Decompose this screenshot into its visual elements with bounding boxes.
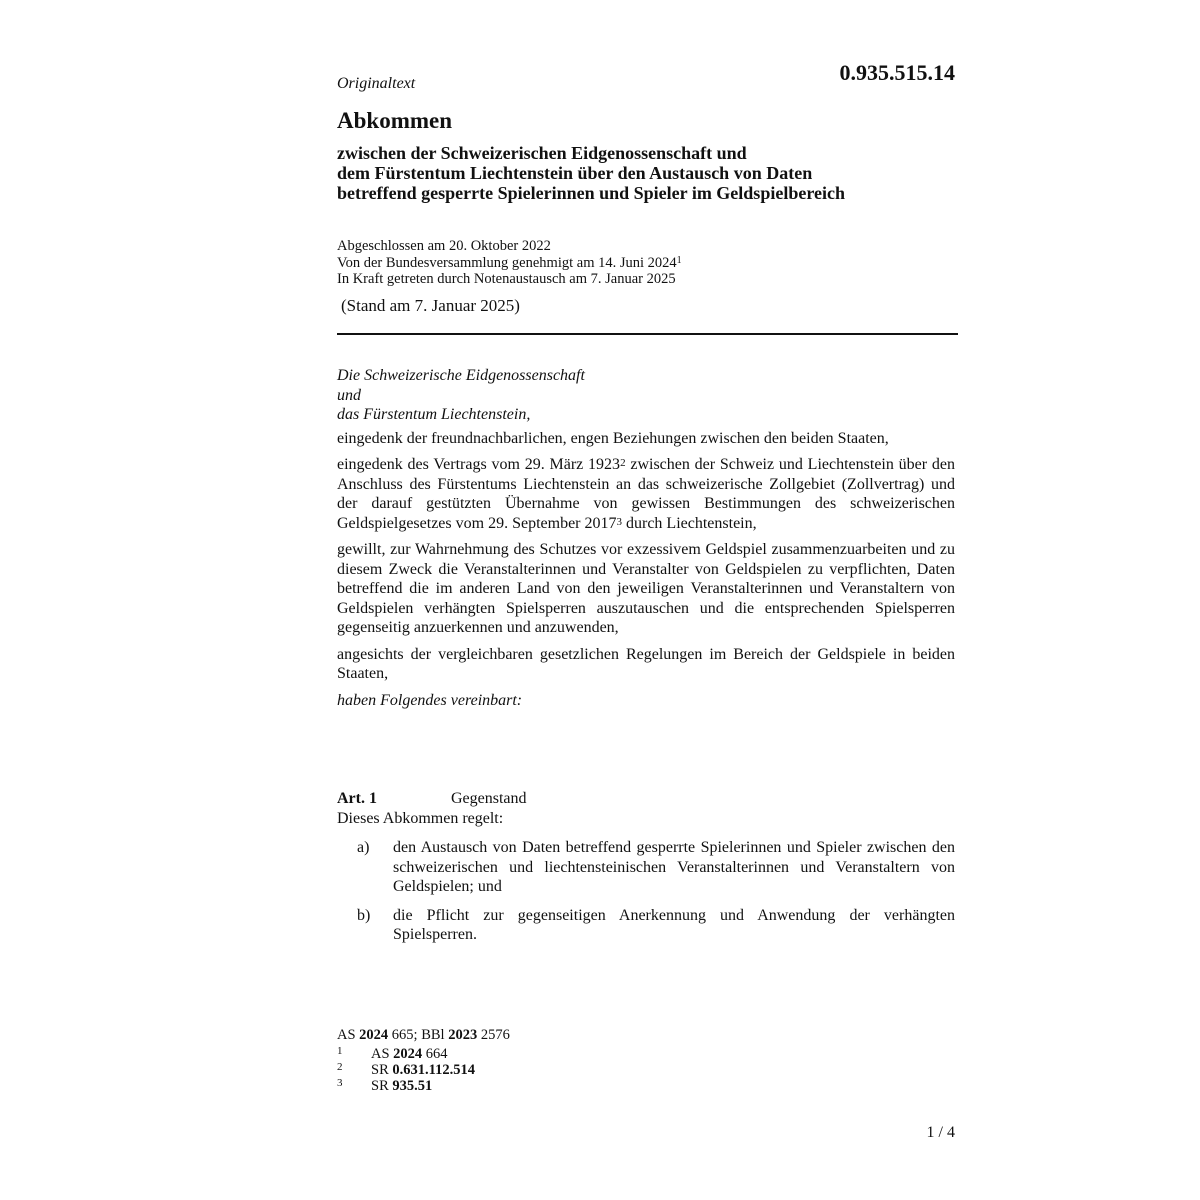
party-switzerland: Die Schweizerische Eidgenossenschaft <box>337 367 585 384</box>
footnote-text: 664 <box>422 1046 448 1062</box>
footnote-ref-2: 2 <box>620 457 626 469</box>
footnote-3 <box>337 1078 955 1094</box>
footnote-2 <box>337 1062 955 1078</box>
source-text: AS <box>337 1027 360 1043</box>
approval-date <box>337 255 955 272</box>
article-title: Gegenstand <box>451 790 527 807</box>
preamble-paragraph: gewillt, zur Wahrnehmung des Schutzes vor exzessivem Geldspiel zusammenzuarbeiten und zu diesem Zweck die Veranstalterinnen und Veranstalter von Geldspielen zu verpflichten, Daten betreffend die im anderen Land von den jeweiligen Veranstalterinnen und Veranstaltern von Geldspielen verhängten Spielsperren auszutauschen und die entsprechenden Spielsperren gegenseitig anzuerkennen und anzuwenden, <box>337 541 955 636</box>
footnote-number: 1 <box>337 1045 343 1057</box>
contracting-parties <box>337 366 955 425</box>
footnote-text: SR <box>371 1062 393 1078</box>
source-text: 665; BBl <box>388 1027 449 1043</box>
page-number: 1 / 4 <box>926 1124 955 1141</box>
article-list <box>337 838 955 945</box>
subtitle-line: zwischen der Schweizerischen Eidgenossenschaft und <box>337 143 747 163</box>
list-item-letter: a) <box>357 839 370 856</box>
concluded-date: Abgeschlossen am 20. Oktober 2022 <box>337 238 551 254</box>
list-item-letter: b) <box>357 906 371 924</box>
source-reference <box>337 1027 955 1043</box>
header-divider <box>337 333 958 335</box>
footnotes <box>337 1027 955 1094</box>
preamble-text: zwischen der Schweiz und Liechtenstein über den Anschluss des Fürstentums Liechtenstein an das schweizerische Zollgebiet (Zollvertrag) und der darauf gestützten Übernahme von gewissen Bestimmungen des schweizerischen Geldspielgesetzes vom 29. September 2017 <box>337 456 955 532</box>
footnote-bold: 2024 <box>393 1046 423 1062</box>
source-text: 2576 <box>477 1027 510 1043</box>
footnote-bold: 0.631.112.514 <box>392 1062 475 1078</box>
party-liechtenstein: das Fürstentum Liechtenstein, <box>337 406 531 423</box>
footnote-text: AS <box>371 1046 394 1062</box>
article-1 <box>337 789 955 954</box>
article-intro: Dieses Abkommen regelt: <box>337 809 504 827</box>
original-text-label: Originaltext <box>337 75 416 92</box>
document-subtitle <box>337 143 955 203</box>
source-year: 2023 <box>448 1027 478 1043</box>
footnote-1 <box>337 1046 955 1062</box>
approval-text: Von der Bundesversammlung genehmigt am 14. Juni 2024 <box>337 254 677 271</box>
preamble <box>337 366 955 717</box>
footnote-ref-3: 3 <box>616 515 622 528</box>
footnote-text: SR <box>371 1078 393 1094</box>
preamble-paragraph <box>337 455 955 533</box>
list-item-text: die Pflicht zur gegenseitigen Anerkennung und Anwendung der verhängten Spielsperren. <box>393 906 955 943</box>
sr-number: 0.935.515.14 <box>839 60 955 85</box>
preamble-paragraph: eingedenk der freundnachbarlichen, engen Beziehungen zwischen den beiden Staaten, <box>337 429 889 447</box>
article-heading <box>337 789 955 809</box>
document-title: Abkommen <box>337 108 453 133</box>
footnote-number: 2 <box>337 1061 343 1073</box>
footnote-number: 3 <box>337 1077 343 1089</box>
preamble-text: eingedenk des Vertrags vom 29. März 1923 <box>337 456 621 473</box>
article-number: Art. 1 <box>337 790 377 807</box>
footnote-ref-1: 1 <box>676 254 682 266</box>
in-force-date: In Kraft getreten durch Notenaustausch am 7. Januar 2025 <box>337 271 676 287</box>
list-item-text: den Austausch von Daten betreffend gesperrte Spielerinnen und Spieler zwischen den schweizerischen und liechtensteinischen Veranstalterinnen und Veranstaltern von Geldspielen; und <box>393 839 955 895</box>
preamble-closing: haben Folgendes vereinbart: <box>337 691 523 709</box>
preamble-text: durch Liechtenstein, <box>622 514 757 532</box>
source-year: 2024 <box>359 1027 389 1043</box>
subtitle-line: dem Fürstentum Liechtenstein über den Austausch von Daten <box>337 163 813 183</box>
list-item <box>337 906 955 945</box>
document-metadata <box>337 238 955 288</box>
preamble-paragraph: angesichts der vergleichbaren gesetzlichen Regelungen im Bereich der Geldspiele in beiden Staaten, <box>337 645 955 682</box>
list-item <box>337 838 955 897</box>
party-conjunction: und <box>337 386 361 404</box>
subtitle-line: betreffend gesperrte Spielerinnen und Spieler im Geldspielbereich <box>337 183 845 203</box>
footnote-bold: 935.51 <box>392 1078 433 1094</box>
stand-date: (Stand am 7. Januar 2025) <box>341 296 520 315</box>
